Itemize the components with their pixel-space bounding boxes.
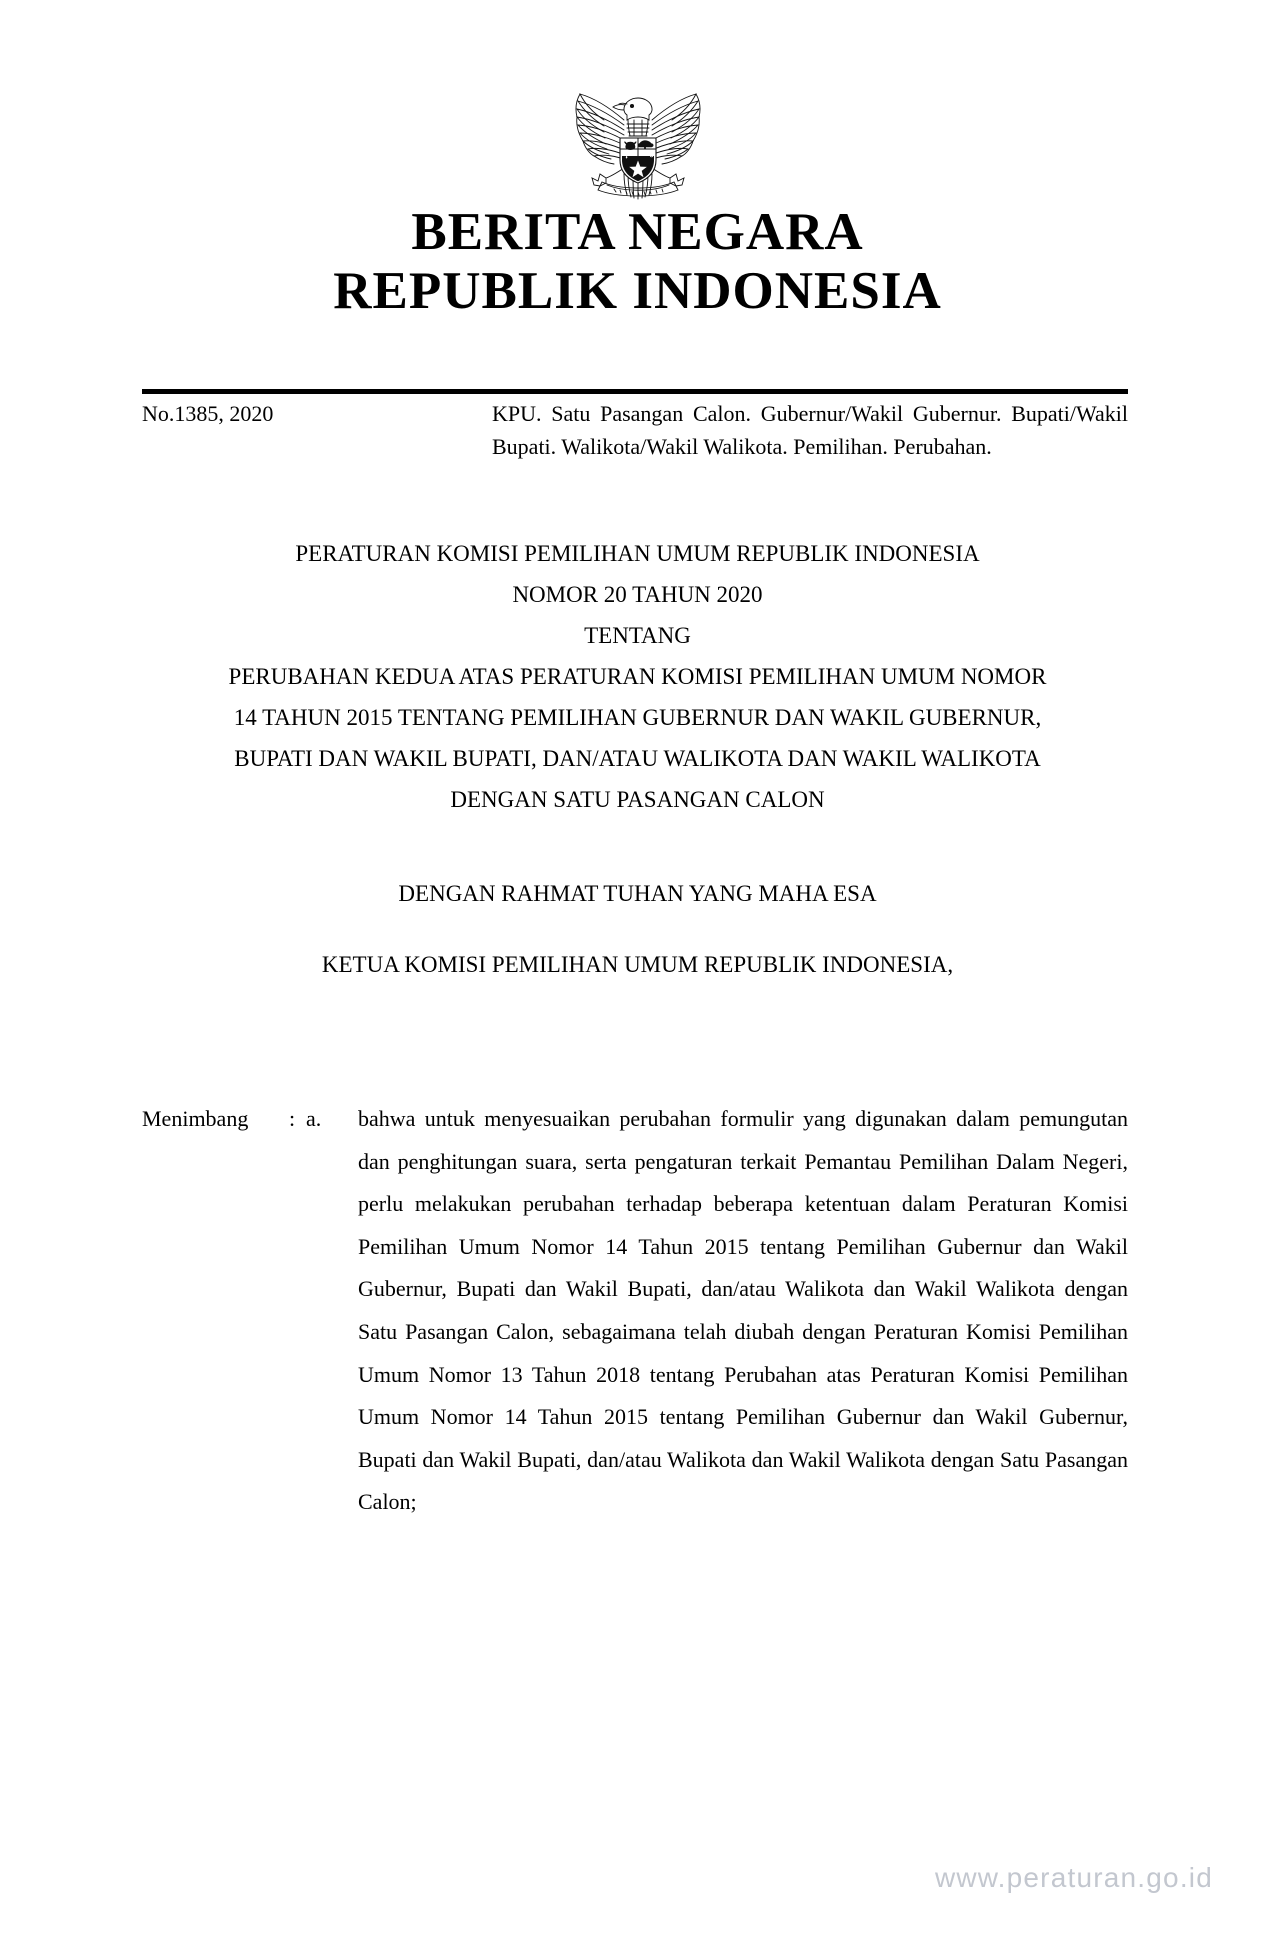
garuda-pancasila-emblem — [554, 68, 722, 200]
title-about-label: TENTANG — [584, 623, 691, 648]
regulation-title-block — [90, 533, 1185, 820]
gazette-subject-keywords: KPU. Satu Pasangan Calon. Gubernur/Wakil Gubernur. Bupati/Wakil Bupati. Walikota/Wakil Walikota. Pemilihan. Perubahan. — [492, 401, 1128, 459]
masthead — [0, 203, 1275, 321]
considering-colon: : — [288, 1106, 296, 1131]
title-institution: PERATURAN KOMISI PEMILIHAN UMUM REPUBLIK INDONESIA — [295, 541, 980, 566]
considering-item-text: bahwa untuk menyesuaikan perubahan formulir yang digunakan dalam pemungutan dan penghitungan suara, serta pengaturan terkait Pemantau Pemilihan Dalam Negeri, perlu melakukan perubahan terhadap beberapa ketentuan dalam Peraturan Komisi Pemilihan Umum Nomor 14 Tahun 2015 tentang Pemilihan Gubernur dan Wakil Gubernur, Bupati dan Wakil Bupati, dan/atau Walikota dan Wakil Walikota dengan Satu Pasangan Calon, sebagaimana telah diubah dengan Peraturan Komisi Pemilihan Umum Nomor 13 Tahun 2018 tentang Perubahan atas Peraturan Komisi Pemilihan Umum Nomor 14 Tahun 2015 tentang Pemilihan Gubernur dan Wakil Gubernur, Bupati dan Wakil Bupati, dan/atau Walikota dan Wakil Walikota dengan Satu Pasangan Calon; — [358, 1106, 1128, 1515]
considering-item-marker: a. — [306, 1106, 322, 1131]
title-subject-line-1: PERUBAHAN KEDUA ATAS PERATURAN KOMISI PEMILIHAN UMUM NOMOR — [228, 664, 1047, 689]
issuing-authority: KETUA KOMISI PEMILIHAN UMUM REPUBLIK INDONESIA, — [321, 952, 954, 977]
masthead-divider — [142, 389, 1128, 394]
gazette-number: No.1385, 2020 — [142, 401, 274, 426]
title-subject-line-2: 14 TAHUN 2015 TENTANG PEMILIHAN GUBERNUR DAN WAKIL GUBERNUR, — [233, 705, 1042, 730]
title-number: NOMOR 20 TAHUN 2020 — [512, 582, 763, 607]
emblem-container — [0, 68, 1275, 200]
solemn-invocation: DENGAN RAHMAT TUHAN YANG MAHA ESA — [398, 881, 877, 906]
footer-watermark: www.peraturan.go.id — [934, 1862, 1213, 1893]
masthead-line-republik-indonesia: REPUBLIK INDONESIA — [333, 262, 942, 320]
gazette-header-row — [142, 397, 1128, 463]
considering-label: Menimbang — [142, 1106, 249, 1131]
title-subject-line-4: DENGAN SATU PASANGAN CALON — [450, 787, 825, 812]
title-subject-line-3: BUPATI DAN WAKIL BUPATI, DAN/ATAU WALIKOTA DAN WAKIL WALIKOTA — [234, 746, 1041, 771]
considering-clause — [142, 1098, 1128, 1524]
masthead-line-berita-negara: BERITA NEGARA — [411, 203, 864, 261]
